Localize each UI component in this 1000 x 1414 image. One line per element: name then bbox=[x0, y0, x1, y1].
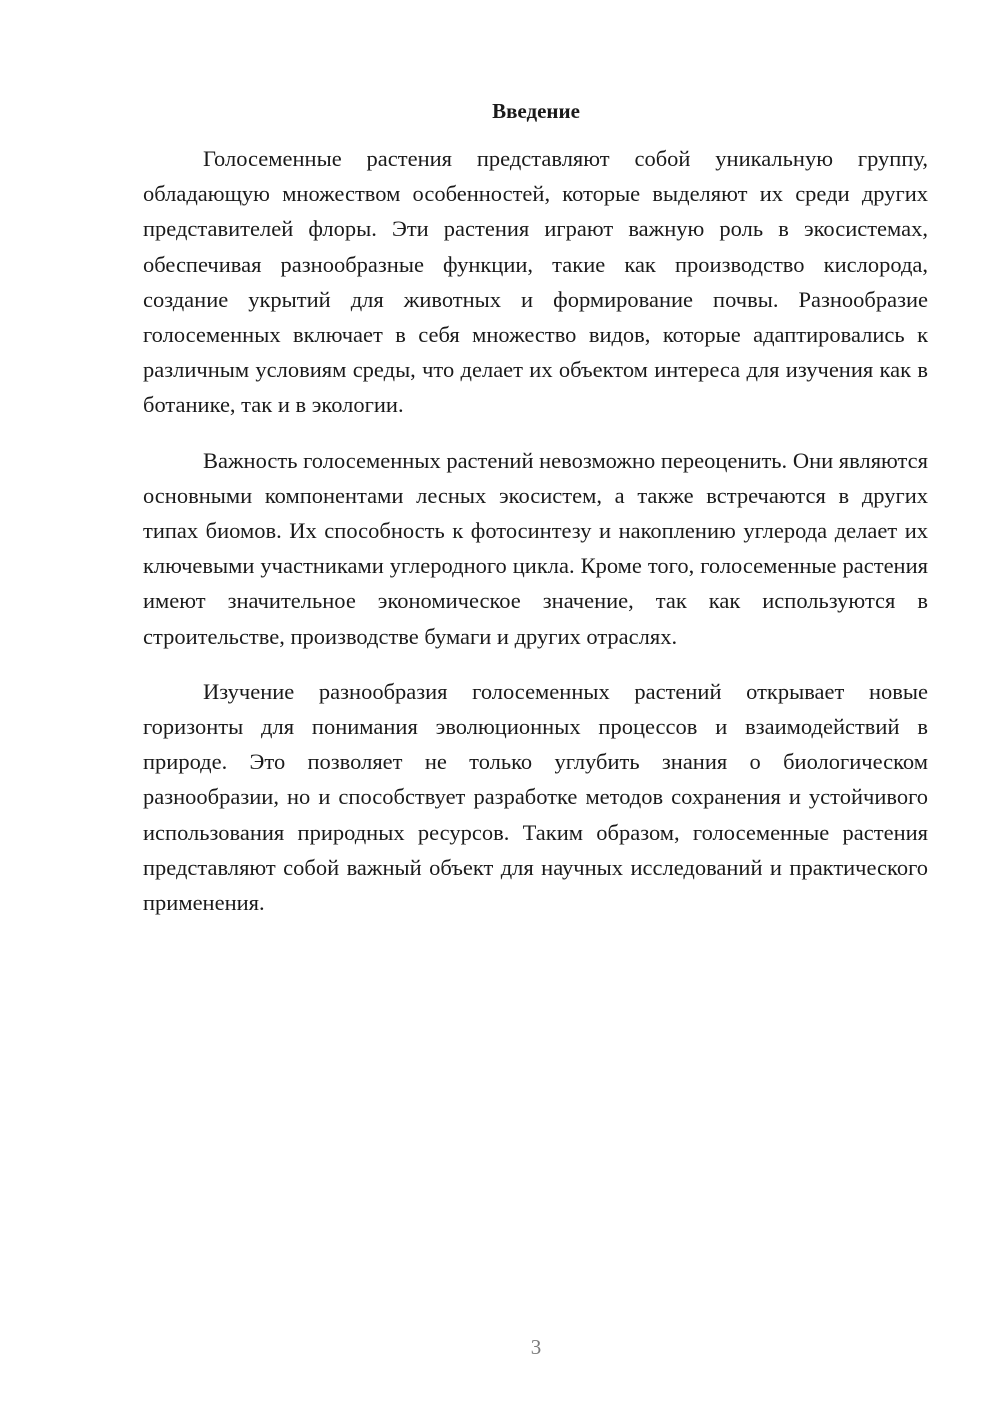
paragraph-study: Изучение разнообразия голосеменных растений открывает новые горизонты для понимания эволюционных процессов и взаимодействий в природе. Это позволяет не только углубить знания о биологическом разнообразии, но и способствует разработке методов сохранения и устойчивого использования природных ресурсов. Таким образом, голосеменные растения представляют собой важный объект для научных исследований и практического применения. bbox=[143, 678, 928, 916]
page-number: 3 bbox=[530, 1335, 542, 1359]
section-heading: Введение bbox=[492, 99, 580, 123]
paragraph-importance: Важность голосеменных растений невозможно переоценить. Они являются основными компонентами лесных экосистем, а также встречаются в других типах биомов. Их способность к фотосинтезу и накоплению углерода делает их ключевыми участниками углеродного цикла. Кроме того, голосеменные растения имеют значительное экономическое значение, так как используются в строительстве, производстве бумаги и других отраслях. bbox=[143, 447, 928, 649]
paragraph-intro: Голосеменные растения представляют собой уникальную группу, обладающую множеством особенностей, которые выделяют их среди других представителей флоры. Эти растения играют важную роль в экосистемах, обеспечивая разнообразные функции, такие как производство кислорода, создание укрытий для животных и формирование почвы. Разнообразие голосеменных включает в себя множество видов, которые адаптировались к различным условиям среды, что делает их объектом интереса для изучения как в ботанике, так и в экологии. bbox=[143, 146, 928, 418]
body-text bbox=[143, 141, 928, 940]
